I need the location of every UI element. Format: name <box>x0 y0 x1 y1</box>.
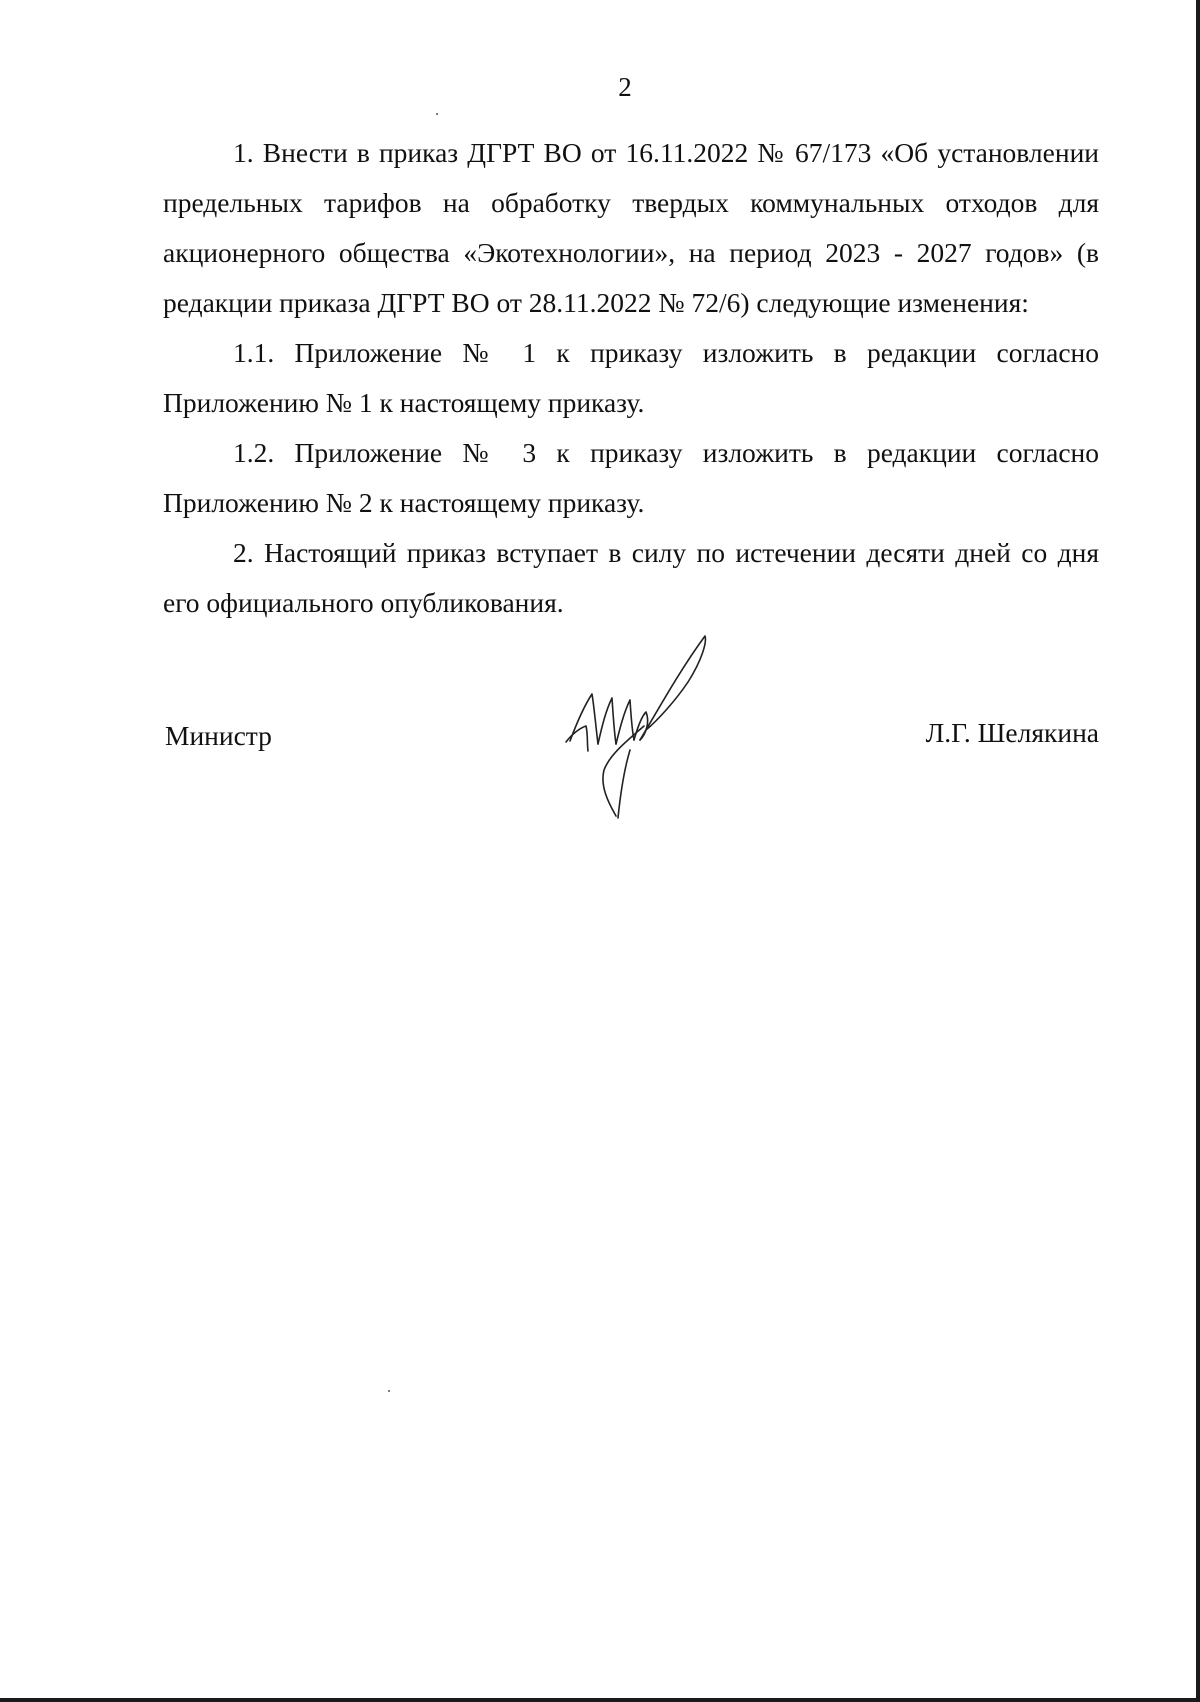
scan-speck <box>436 113 438 115</box>
signer-name: Л.Г. Шелякина <box>925 717 1099 748</box>
paragraph-2: 2. Настоящий приказ вступает в силу по истечении десяти дней со дня его официального опубликования. <box>163 537 1099 618</box>
document-body <box>163 128 1099 628</box>
paragraph-1-1: 1.1. Приложение № 1 к приказу изложить в редакции согласно Приложению № 1 к настоящему приказу. <box>163 337 1099 418</box>
scan-speck <box>388 1390 390 1392</box>
signer-position: Министр <box>165 720 272 751</box>
page-number: 2 <box>618 72 632 102</box>
paragraph-1: 1. Внести в приказ ДГРТ ВО от 16.11.2022 № 67/173 «Об установлении предельных тарифов на обработку твердых коммунальных отходов для акционерного общества «Экотехнологии», на период 2023 - 2027 годов» (в редакции приказа ДГРТ ВО от 28.11.2022 № 72/6) следующие изменения: <box>163 137 1099 318</box>
paragraph-1-2: 1.2. Приложение № 3 к приказу изложить в редакции согласно Приложению № 2 к настоящему приказу. <box>163 437 1099 518</box>
scan-border-right <box>1196 0 1200 1702</box>
scan-border-bottom <box>0 1698 1200 1702</box>
signature-block <box>163 700 1099 820</box>
handwritten-signature <box>558 630 733 830</box>
